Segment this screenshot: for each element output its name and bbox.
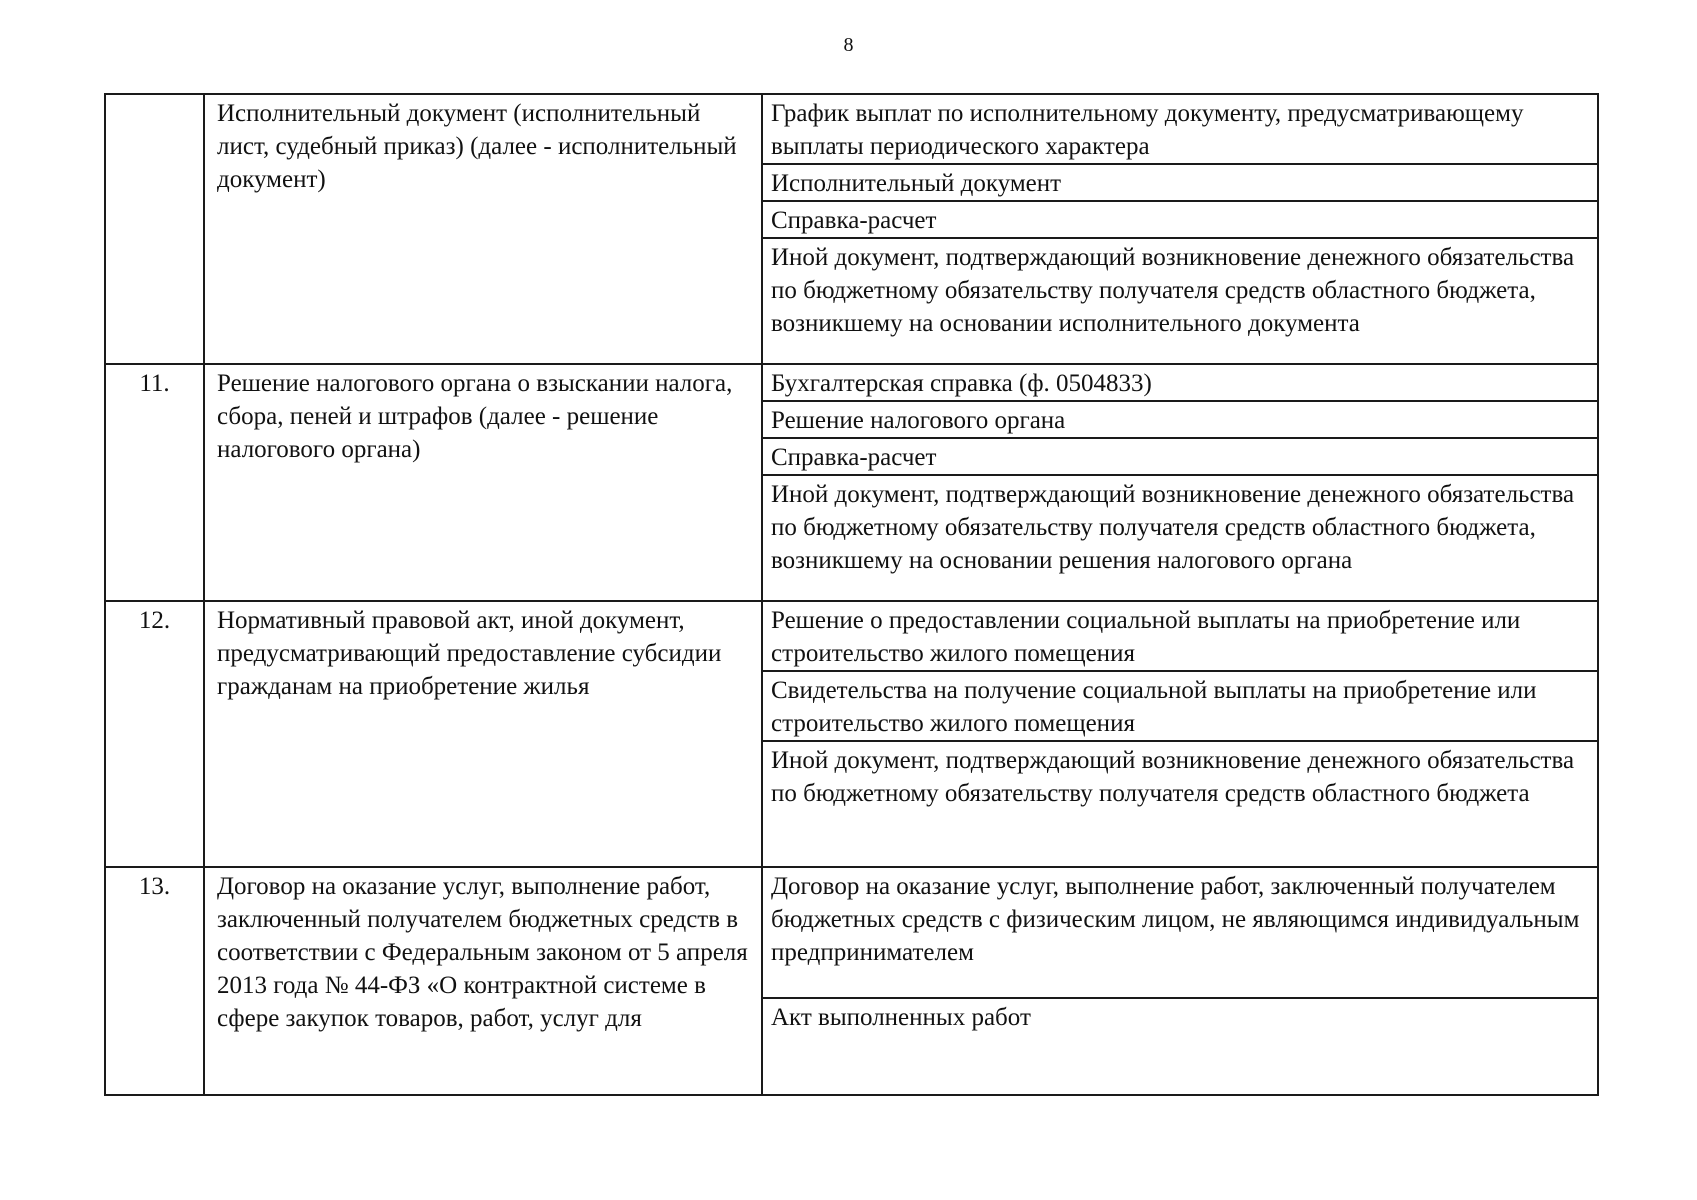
table-row xyxy=(105,364,1598,401)
supporting-document: Бухгалтерская справка (ф. 0504833) xyxy=(762,364,1598,401)
documents-table xyxy=(104,93,1599,1096)
supporting-document: Справка-расчет xyxy=(762,201,1598,238)
table-row xyxy=(105,94,1598,164)
supporting-document: Решение налогового органа xyxy=(762,401,1598,438)
supporting-document: Решение о предоставлении социальной выплаты на приобретение или строительство жилого помещения xyxy=(762,601,1598,671)
supporting-document: Справка-расчет xyxy=(762,438,1598,475)
basis-document: Нормативный правовой акт, иной документ, предусматривающий предоставление субсидии гражданам на приобретение жилья xyxy=(204,601,762,867)
row-number: 13. xyxy=(105,867,204,1095)
row-number: 12. xyxy=(105,601,204,867)
supporting-document: График выплат по исполнительному документу, предусматривающему выплаты периодического характера xyxy=(762,94,1598,164)
supporting-document: Договор на оказание услуг, выполнение работ, заключенный получателем бюджетных средств с физическим лицом, не являющимся индивидуальным предпринимателем xyxy=(762,867,1598,998)
row-number: 11. xyxy=(105,364,204,601)
row-number xyxy=(105,94,204,364)
supporting-document: Иной документ, подтверждающий возникновение денежного обязательства по бюджетному обязательству получателя средств областного бюджета, возникшему на основании решения налогового органа xyxy=(762,475,1598,601)
supporting-document: Акт выполненных работ xyxy=(762,998,1598,1095)
table-row xyxy=(105,601,1598,671)
supporting-document: Иной документ, подтверждающий возникновение денежного обязательства по бюджетному обязательству получателя средств областного бюджета xyxy=(762,741,1598,867)
supporting-document: Свидетельства на получение социальной выплаты на приобретение или строительство жилого помещения xyxy=(762,671,1598,741)
table-row xyxy=(105,867,1598,998)
basis-document: Договор на оказание услуг, выполнение работ, заключенный получателем бюджетных средств в соответствии с Федеральным законом от 5 апреля 2013 года № 44-ФЗ «О контрактной системе в сфере закупок товаров, работ, услуг для xyxy=(204,867,762,1095)
supporting-document: Исполнительный документ xyxy=(762,164,1598,201)
page-number: 8 xyxy=(843,34,854,56)
basis-document: Исполнительный документ (исполнительный лист, судебный приказ) (далее - исполнительный документ) xyxy=(204,94,762,364)
supporting-document: Иной документ, подтверждающий возникновение денежного обязательства по бюджетному обязательству получателя средств областного бюджета, возникшему на основании исполнительного документа xyxy=(762,238,1598,364)
basis-document: Решение налогового органа о взыскании налога, сбора, пеней и штрафов (далее - решение налогового органа) xyxy=(204,364,762,601)
